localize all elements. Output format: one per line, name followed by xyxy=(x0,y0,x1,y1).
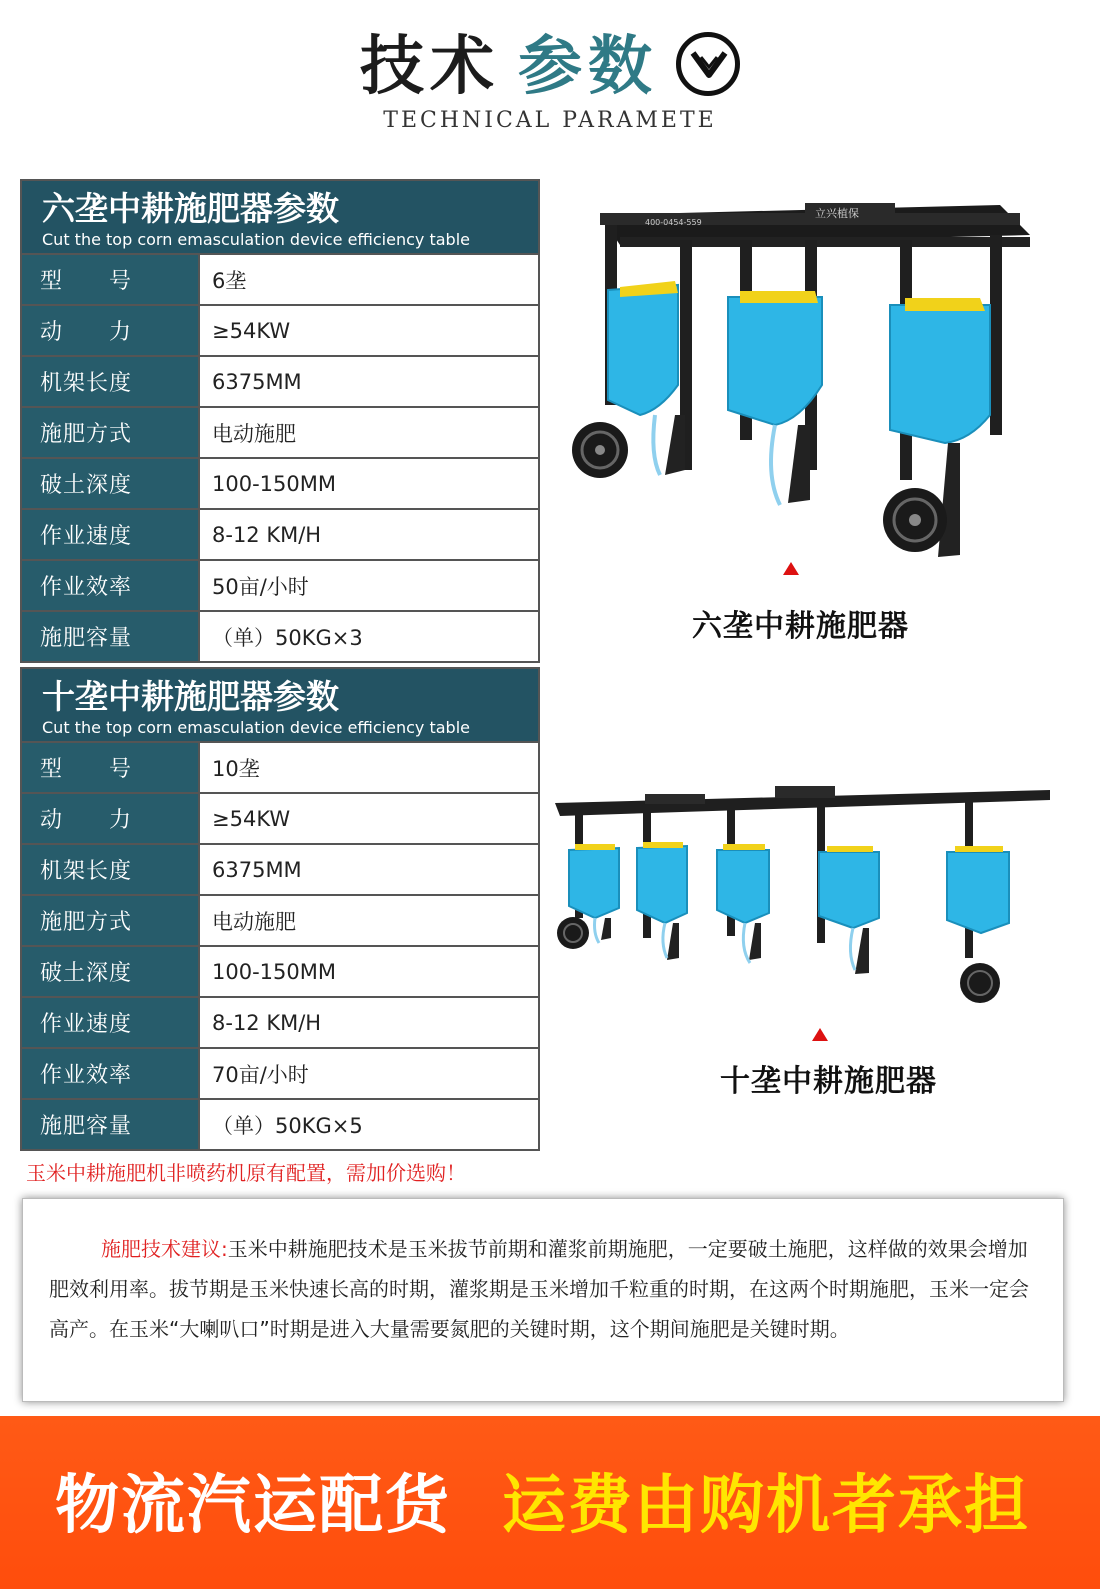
table-row xyxy=(22,459,538,510)
row-label: 破土深度 xyxy=(22,459,200,508)
row-label: 作业速度 xyxy=(22,510,200,559)
table-row xyxy=(22,612,538,661)
row-label: 施肥方式 xyxy=(22,408,200,457)
row-value: 电动施肥 xyxy=(212,909,296,934)
phone-plate: 400-0454-559 xyxy=(645,218,702,227)
row-value: （单）50KG×5 xyxy=(212,1113,363,1138)
table-row xyxy=(22,1049,538,1100)
table-subtitle: Cut the top corn emasculation device efficiency table xyxy=(42,718,470,737)
row-label: 动 力 xyxy=(22,794,200,843)
row-value: ≥54KW xyxy=(212,318,291,343)
table-row xyxy=(22,255,538,306)
brand-plate: 立兴植保 xyxy=(815,207,859,220)
table-row xyxy=(22,561,538,612)
row-label: 施肥容量 xyxy=(22,612,200,661)
row-value: 6垄 xyxy=(212,268,247,293)
row-label: 施肥方式 xyxy=(22,896,200,945)
row-value: 70亩/小时 xyxy=(212,1062,309,1087)
chevron-down-circle-icon xyxy=(676,32,740,96)
row-label: 动 力 xyxy=(22,306,200,355)
shipping-banner xyxy=(0,1416,1100,1589)
ten-row-caption: 十垄中耕施肥器 xyxy=(720,1064,937,1099)
table-row xyxy=(22,947,538,998)
row-value: 100-150MM xyxy=(212,959,336,984)
red-triangle-icon xyxy=(783,562,799,575)
row-value: ≥54KW xyxy=(212,806,291,831)
advice-text: 玉米中耕施肥技术是玉米拔节前期和灌浆前期施肥，一定要破土施肥，这样做的效果会增加肥效利用率。拔节期是玉米快速长高的时期，灌浆期是玉米增加千粒重的时期，在这两个时期施肥，玉米一定会高产。在玉米“大喇叭口”时期是进入大量需要氮肥的关键时期，这个期间施肥是关键时期。 xyxy=(49,1237,1029,1341)
row-label: 机架长度 xyxy=(22,357,200,406)
table-row xyxy=(22,408,538,459)
shipping-cost-text: 运费由购机者承担 xyxy=(502,1469,1030,1543)
spec-table-ten-row xyxy=(20,667,540,1151)
row-value: 6375MM xyxy=(212,857,302,882)
optional-config-note: 玉米中耕施肥机非喷药机原有配置，需加价选购！ xyxy=(26,1161,466,1185)
row-value: 电动施肥 xyxy=(212,421,296,446)
red-triangle-icon xyxy=(812,1028,828,1041)
row-label: 破土深度 xyxy=(22,947,200,996)
row-value: 100-150MM xyxy=(212,471,336,496)
table-row xyxy=(22,998,538,1049)
six-row-machine-image xyxy=(560,185,1040,570)
row-label: 机架长度 xyxy=(22,845,200,894)
page-title xyxy=(0,22,1100,112)
table-header xyxy=(22,181,538,255)
table-row xyxy=(22,357,538,408)
row-label: 作业效率 xyxy=(22,1049,200,1098)
title-part2: 参数 xyxy=(518,30,658,104)
fertilizing-advice-box xyxy=(22,1198,1064,1402)
row-value: 50亩/小时 xyxy=(212,574,309,599)
table-row xyxy=(22,743,538,794)
row-value: 10垄 xyxy=(212,756,260,781)
table-subtitle: Cut the top corn emasculation device efficiency table xyxy=(42,230,470,249)
row-value: 8-12 KM/H xyxy=(212,1010,322,1035)
row-value: 6375MM xyxy=(212,369,302,394)
row-label: 施肥容量 xyxy=(22,1100,200,1149)
table-row xyxy=(22,306,538,357)
page-header xyxy=(0,0,1100,150)
row-label: 型 号 xyxy=(22,255,200,304)
table-row xyxy=(22,510,538,561)
title-part1: 技术 xyxy=(360,29,500,104)
table-title: 六垄中耕施肥器参数 xyxy=(42,189,339,228)
row-label: 型 号 xyxy=(22,743,200,792)
page-subtitle: TECHNICAL PARAMETE xyxy=(383,108,717,133)
advice-paragraph xyxy=(49,1229,1039,1349)
table-row xyxy=(22,1100,538,1149)
shipping-method-text: 物流汽运配货 xyxy=(55,1469,451,1543)
six-row-caption: 六垄中耕施肥器 xyxy=(692,609,909,644)
spec-table-six-row xyxy=(20,179,540,663)
table-row xyxy=(22,794,538,845)
row-label: 作业效率 xyxy=(22,561,200,610)
row-value: 8-12 KM/H xyxy=(212,522,322,547)
row-label: 作业速度 xyxy=(22,998,200,1047)
table-header xyxy=(22,669,538,743)
advice-label: 施肥技术建议: xyxy=(101,1237,228,1261)
table-title: 十垄中耕施肥器参数 xyxy=(42,677,339,716)
row-value: （单）50KG×3 xyxy=(212,625,363,650)
ten-row-machine-image xyxy=(555,778,1055,1018)
table-row xyxy=(22,896,538,947)
table-row xyxy=(22,845,538,896)
